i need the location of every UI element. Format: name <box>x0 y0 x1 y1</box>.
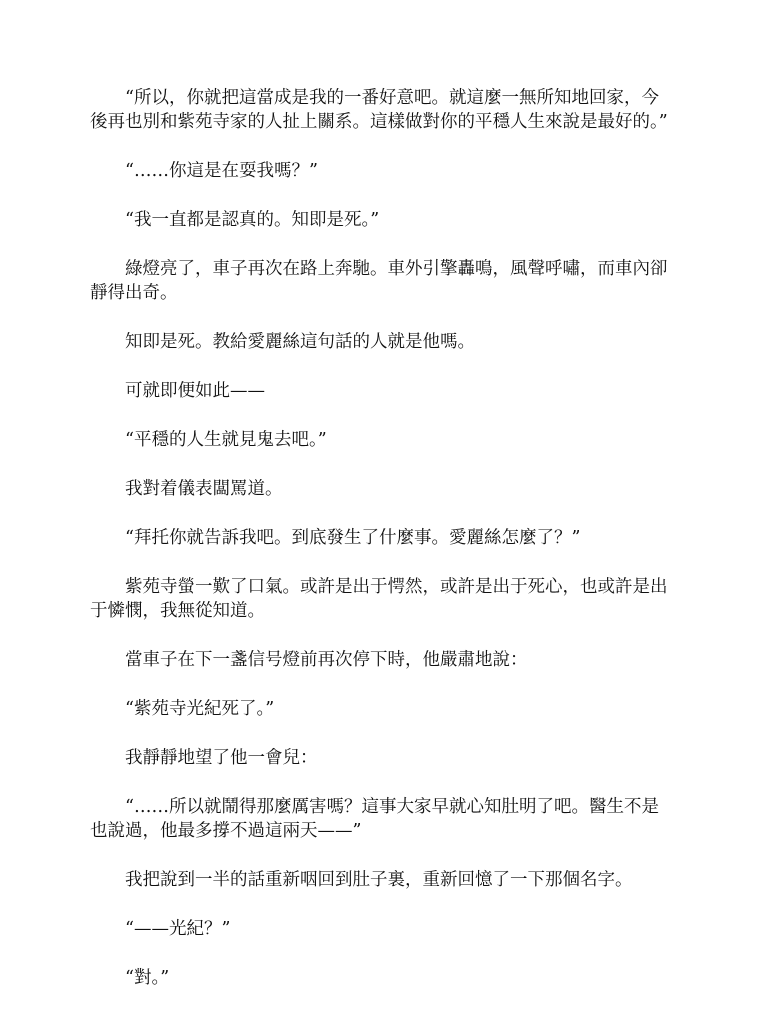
paragraph: “對。” <box>125 968 170 988</box>
paragraph: 綠燈亮了，車子再次在路上奔馳。車外引擎轟鳴，風聲呼嘯，而車內卻靜得出奇。 <box>90 259 668 303</box>
paragraph: “……你這是在耍我嗎？” <box>125 161 318 181</box>
paragraph: “——光紀？” <box>125 919 231 939</box>
paragraph: “紫苑寺光紀死了。” <box>125 699 275 719</box>
paragraph: “我一直都是認真的。知即是死。” <box>125 210 380 230</box>
paragraph: 當車子在下一盞信号燈前再次停下時，他嚴肅地說： <box>125 650 528 670</box>
paragraph: “拜托你就告訴我吧。到底發生了什麼事。愛麗絲怎麼了？” <box>125 528 581 548</box>
paragraph: “所以，你就把這當成是我的一番好意吧。就這麼一無所知地回家，今後再也別和紫苑寺家的人扯上關系。這樣做對你的平穩人生來說是最好的。” <box>90 88 668 132</box>
paragraph: “……所以就鬧得那麼厲害嗎？這事大家早就心知肚明了吧。醫生不是也說過，他最多撐不過這兩天——” <box>90 797 659 841</box>
paragraph: 紫苑寺螢一歎了口氣。或許是出于愕然，或許是出于死心，也或許是出于憐憫，我無從知道。 <box>90 577 668 621</box>
paragraph: 知即是死。教給愛麗絲這句話的人就是他嗎。 <box>125 332 475 352</box>
paragraph: “平穩的人生就見鬼去吧。” <box>125 430 327 450</box>
paragraph: 我對着儀表闆罵道。 <box>125 479 283 499</box>
paragraph: 可就即便如此—— <box>125 381 265 401</box>
paragraph: 我靜靜地望了他一會兒： <box>125 748 318 768</box>
paragraph: 我把說到一半的話重新咽回到肚子裏，重新回憶了一下那個名字。 <box>125 870 633 890</box>
document-page <box>90 86 676 1015</box>
